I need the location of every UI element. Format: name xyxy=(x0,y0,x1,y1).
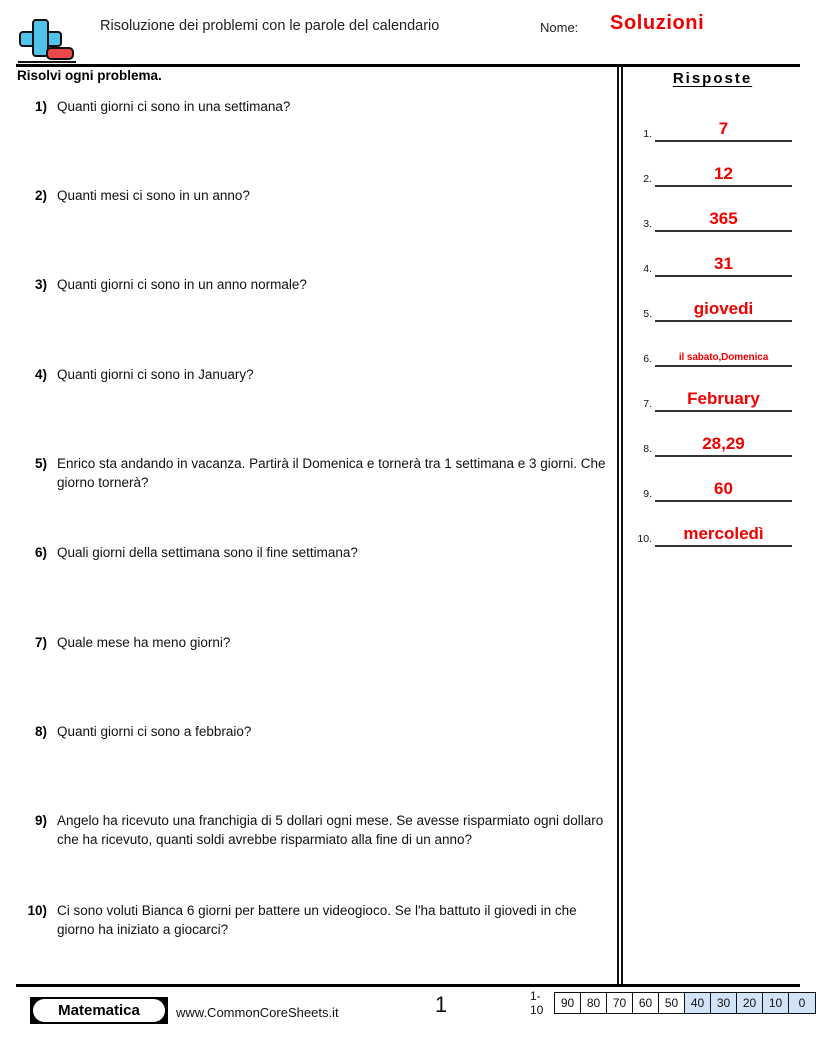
score-scale-boxes xyxy=(554,992,816,1014)
score-box: 10 xyxy=(763,993,789,1013)
answer-number: 3. xyxy=(643,218,652,230)
score-box: 70 xyxy=(607,993,633,1013)
answer-line xyxy=(655,545,792,547)
score-box: 30 xyxy=(711,993,737,1013)
question-text: Angelo ha ricevuto una franchigia di 5 dollari ogni mese. Se avesse risparmiato ogni dollaro che ha ricevuto, quanti soldi avrebbe risparmiato alla fine di un anno? xyxy=(57,813,604,847)
question-text: Quanti mesi ci sono in un anno? xyxy=(57,188,250,203)
question-number: 3) xyxy=(34,277,47,292)
answer-number: 4. xyxy=(643,263,652,275)
question-text: Ci sono voluti Bianca 6 giorni per battere un videogioco. Se l'ha battuto il giovedi in che giorno ha iniziato a giocarci? xyxy=(57,903,577,937)
answer-number: 9. xyxy=(643,488,652,500)
answer-number: 1. xyxy=(643,128,652,140)
answer-line xyxy=(655,275,792,277)
answer-line xyxy=(655,185,792,187)
question-text: Quale mese ha meno giorni? xyxy=(57,635,231,650)
answer-line xyxy=(655,410,792,412)
answer-row xyxy=(628,235,800,277)
question-text: Quali giorni della settimana sono il fine settimana? xyxy=(57,545,358,560)
score-box: 90 xyxy=(555,993,581,1013)
question-text: Quanti giorni ci sono in un anno normale? xyxy=(57,277,307,292)
answer-row xyxy=(628,370,800,412)
answer-value: 365 xyxy=(709,209,738,228)
score-box: 0 xyxy=(789,993,815,1013)
subject-badge-label: Matematica xyxy=(33,999,165,1022)
answer-value: mercoledì xyxy=(683,524,764,543)
answer-line xyxy=(655,500,792,502)
score-box: 50 xyxy=(659,993,685,1013)
question-item xyxy=(17,901,612,939)
score-box: 80 xyxy=(581,993,607,1013)
question-number: 1) xyxy=(34,99,47,114)
answer-line xyxy=(655,320,792,322)
question-text: Quanti giorni ci sono in una settimana? xyxy=(57,99,291,114)
answer-row xyxy=(628,145,800,187)
answer-value: giovedi xyxy=(693,299,754,318)
column-divider xyxy=(617,66,623,985)
question-item xyxy=(17,722,612,741)
question-item xyxy=(17,186,612,205)
score-box: 20 xyxy=(737,993,763,1013)
answer-number: 7. xyxy=(643,398,652,410)
footer-divider xyxy=(16,984,800,987)
question-number: 2) xyxy=(34,188,47,203)
question-number: 8) xyxy=(34,724,47,739)
answer-line xyxy=(655,455,792,457)
website-url: www.CommonCoreSheets.it xyxy=(176,1005,339,1020)
name-value: Soluzioni xyxy=(610,12,705,34)
answers-heading: Risposte xyxy=(672,70,753,87)
question-number: 7) xyxy=(34,635,47,650)
question-number: 6) xyxy=(34,545,47,560)
question-item xyxy=(17,633,612,652)
answer-number: 6. xyxy=(643,353,652,365)
answer-line xyxy=(655,365,792,367)
answer-value: 60 xyxy=(714,479,733,498)
answer-row xyxy=(628,325,800,367)
answer-row xyxy=(628,100,800,142)
question-number: 5) xyxy=(34,456,47,471)
question-item xyxy=(17,365,612,384)
answer-value: 12 xyxy=(714,164,733,183)
answer-value: 31 xyxy=(714,254,733,273)
answer-row xyxy=(628,505,800,547)
answer-row xyxy=(628,460,800,502)
score-scale xyxy=(530,989,816,1017)
score-box: 40 xyxy=(685,993,711,1013)
answer-row xyxy=(628,415,800,457)
answer-number: 8. xyxy=(643,443,652,455)
plus-minus-icon xyxy=(16,18,72,66)
page-title: Risoluzione dei problemi con le parole del calendario xyxy=(100,18,440,34)
question-item xyxy=(17,811,612,849)
answer-value: 28,29 xyxy=(702,434,745,453)
question-item xyxy=(17,97,612,116)
name-label: Nome: xyxy=(540,20,579,35)
answer-value: il sabato,Domenica xyxy=(678,352,769,363)
question-item xyxy=(17,275,612,294)
answer-value: February xyxy=(687,389,760,408)
answer-line xyxy=(655,140,792,142)
question-number: 4) xyxy=(34,367,47,382)
answer-value: 7 xyxy=(718,119,729,138)
question-text: Quanti giorni ci sono in January? xyxy=(57,367,254,382)
question-item xyxy=(17,543,612,562)
answer-line xyxy=(655,230,792,232)
question-item xyxy=(17,454,612,492)
question-number: 10) xyxy=(27,903,47,918)
answer-number: 5. xyxy=(643,308,652,320)
question-text: Enrico sta andando in vacanza. Partirà il Domenica e tornerà tra 1 settimana e 3 giorni. Che giorno tornerà? xyxy=(57,456,606,490)
answer-row xyxy=(628,190,800,232)
header-divider xyxy=(16,64,800,67)
question-text: Quanti giorni ci sono a febbraio? xyxy=(57,724,252,739)
answer-number: 2. xyxy=(643,173,652,185)
answer-number: 10. xyxy=(637,533,652,545)
page-number: 1 xyxy=(434,992,448,1017)
subject-badge xyxy=(30,997,168,1024)
question-number: 9) xyxy=(34,813,47,828)
answer-row xyxy=(628,280,800,322)
score-scale-label: 1-10 xyxy=(530,989,544,1017)
score-box: 60 xyxy=(633,993,659,1013)
instruction-text: Risolvi ogni problema. xyxy=(17,68,162,83)
